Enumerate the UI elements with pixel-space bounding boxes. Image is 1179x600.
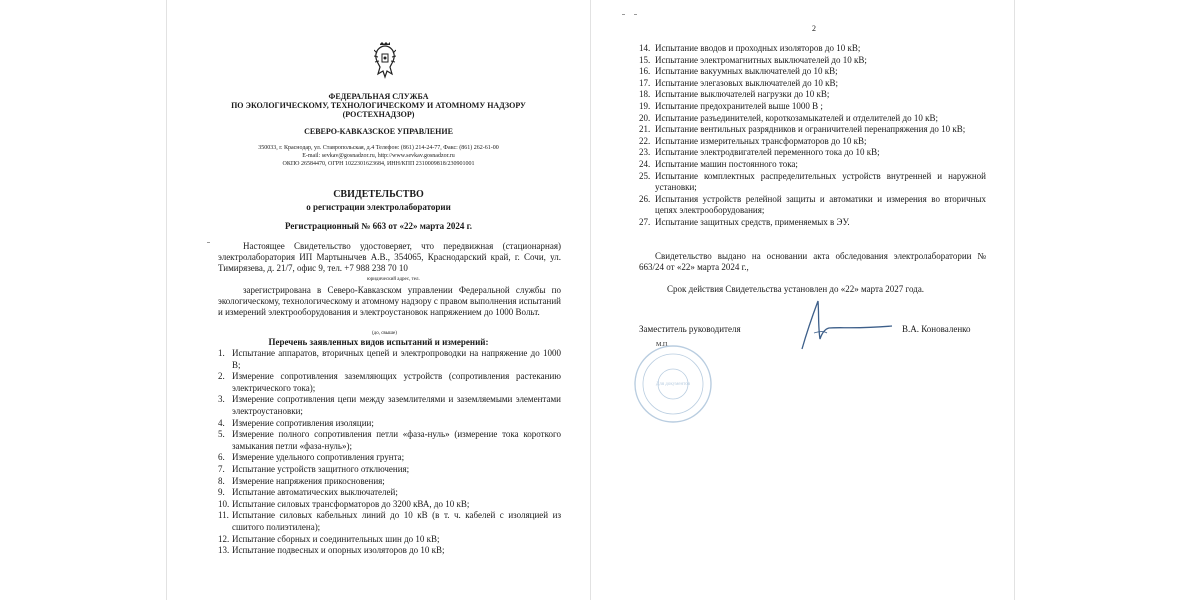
list-item: 21. Испытание вентильных разрядников и ограничителей перенапряжения до 10 кВ;	[639, 124, 966, 135]
document-page-1	[166, 0, 591, 600]
list-item: 22. Испытание измерительных трансформаторов до 10 кВ;	[639, 135, 867, 146]
tests-list-part2	[639, 43, 986, 229]
list-item: 9. Испытание автоматических выключателей;	[218, 487, 398, 498]
scan-mark	[634, 14, 637, 15]
page-number: 2	[812, 24, 816, 33]
basis-paragraph: Свидетельство выдано на основании акта обследования электролаборатории № 663/24 от «22» марта 2024 г.,	[639, 251, 986, 272]
list-item: 25. Испытание комплектных распределительных устройств внутренней и наружной установки;	[639, 170, 986, 193]
list-item: 20. Испытание разъединителей, короткозамыкателей и отделителей до 10 кВ;	[639, 112, 938, 123]
address-caption: юридический адрес, тел.	[367, 277, 420, 282]
list-item: 4. Измерение сопротивления изоляции;	[218, 417, 374, 428]
tests-list-part1	[218, 348, 561, 557]
document-title: СВИДЕТЕЛЬСТВО	[333, 189, 424, 200]
list-item: 14. Испытание вводов и проходных изоляторов до 10 кВ;	[639, 43, 861, 53]
list-item: 13. Испытание подвесных и опорных изоляторов до 10 кВ;	[218, 545, 445, 556]
signer-title: Заместитель руководителя	[639, 324, 741, 334]
stamp-text: Для документов	[655, 382, 691, 387]
list-item: 17. Испытание элегазовых выключателей до 10 кВ;	[639, 77, 838, 88]
registration-number: Регистрационный № 663 от «22» марта 2024 г.	[284, 221, 473, 231]
list-item: 3. Измерение сопротивления цепи между заземлителями и заземляемыми элементами электроустановки;	[218, 394, 561, 416]
list-item: 27. Испытание защитных средств, применяемых в ЭУ.	[639, 216, 850, 227]
department-name: СЕВЕРО-КАВКАЗСКОЕ УПРАВЛЕНИЕ	[304, 127, 453, 136]
list-item: 6. Измерение удельного сопротивления грунта;	[218, 452, 405, 463]
agency-codes: ОКПО 26584470, ОГРН 1022301623684, ИНН/КПП 2310009818/230901001	[282, 161, 475, 167]
list-item: 16. Испытание вакуумных выключателей до 10 кВ;	[639, 66, 838, 77]
agency-name-line1: ФЕДЕРАЛЬНАЯ СЛУЖБА	[328, 92, 429, 101]
voltage-caption: (до, свыше)	[372, 331, 397, 336]
list-item: 11. Испытание силовых кабельных линий до 10 кВ (в т. ч. кабелей с изоляцией из сшитого полиэтилена);	[218, 510, 561, 532]
list-item: 15. Испытание электромагнитных выключателей до 10 кВ;	[639, 54, 867, 65]
list-item: 2. Измерение сопротивления заземляющих устройств (сопротивления растеканию электрического тока);	[218, 371, 561, 393]
seal-place-label: М.П.	[656, 342, 669, 348]
coat-of-arms-icon	[374, 41, 396, 79]
list-item: 7. Испытание устройств защитного отключения;	[218, 463, 410, 474]
list-item: 5. Измерение полного сопротивления петли «фаза-нуль» (измерение тока короткого замыкания петли «фаза-нуль»);	[218, 429, 561, 451]
agency-email: E-mail: sevkav@gosnadzor.ru, http://www.sevkav.gosnadzor.ru	[302, 153, 455, 159]
list-item: 12. Испытание сборных и соединительных шин до 10 кВ;	[218, 533, 440, 544]
list-item: 24. Испытание машин постоянного тока;	[639, 158, 798, 169]
list-item: 8. Измерение напряжения прикосновения;	[218, 475, 385, 486]
registration-paragraph: зарегистрирована в Северо-Кавказском управлении Федеральной службы по экологическому, технологическому и атомному надзору с правом выполнения испытаний и измерений электрооборудования и электроустановок напряжением до 1000 Вольт.	[218, 285, 561, 317]
tests-list-title: Перечень заявленных видов испытаний и измерений:	[268, 337, 489, 347]
stamp-icon	[632, 343, 714, 425]
agency-name-line2: ПО ЭКОЛОГИЧЕСКОМУ, ТЕХНОЛОГИЧЕСКОМУ И АТОМНОМУ НАДЗОРУ	[231, 101, 526, 110]
list-item: 23. Испытание электродвигателей переменного тока до 10 кВ;	[639, 147, 880, 158]
scan-mark	[622, 14, 625, 15]
signer-name: В.А. Коноваленко	[902, 324, 971, 334]
intro-paragraph: Настоящее Свидетельство удостоверяет, что передвижная (стационарная) электролаборатория ИП Мартынычев А.В., 354065, Краснодарский край, г. Сочи, ул. Тимирязева, д. 21/7, офис 9, тел. +7 988 238 70 10	[218, 241, 561, 273]
validity-text: Срок действия Свидетельства установлен до «22» марта 2027 года.	[667, 284, 925, 294]
scan-mark	[207, 242, 210, 243]
document-page-2	[594, 0, 1015, 600]
agency-name-line3: (РОСТЕХНАДЗОР)	[342, 110, 415, 119]
agency-address: 350033, г. Краснодар, ул. Ставропольская, д.4 Телефон: (861) 214-24-77, Факс: (861) 262-61-00	[258, 145, 499, 151]
document-subtitle: о регистрации электролаборатории	[306, 202, 451, 212]
list-item: 18. Испытание выключателей нагрузки до 10 кВ;	[639, 89, 830, 100]
list-item: 10. Испытание силовых трансформаторов до 3200 кВА, до 10 кВ;	[218, 498, 470, 509]
list-item: 26. Испытания устройств релейной защиты и автоматики и измерения во вторичных цепях электрооборудования;	[639, 193, 986, 216]
list-item: 1. Испытание аппаратов, вторичных цепей и электропроводки на напряжение до 1000 В;	[218, 348, 561, 370]
signature	[794, 293, 894, 353]
list-item: 19. Испытание предохранителей выше 1000 В ;	[639, 100, 823, 111]
